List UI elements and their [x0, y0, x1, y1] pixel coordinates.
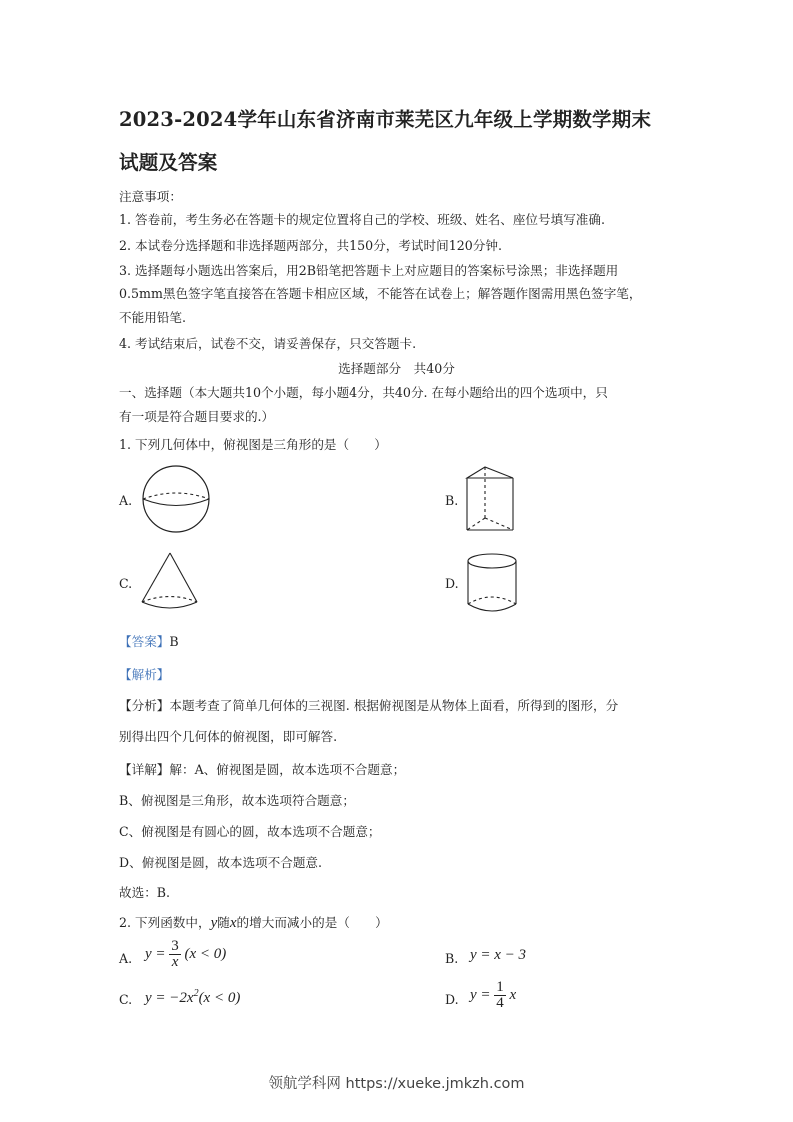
q2-stem-mid: 随: [217, 915, 230, 930]
q1-xiangjie-b: B、俯视图是三角形，故本选项符合题意；: [119, 793, 355, 808]
notice-item-4: 4. 考试结束后，试卷不交，请妥善保存，只交答题卡.: [119, 336, 417, 351]
q1-fenxi-2: 别得出四个几何体的俯视图，即可解答.: [119, 729, 338, 744]
q1-option-a-label: A.: [119, 493, 133, 508]
section-intro-2: 有一项是符合题目要求的.）: [119, 409, 275, 424]
q1-answer: [119, 631, 179, 650]
q2-c-exp: 2: [193, 988, 199, 999]
q2-stem-pre: 2. 下列函数中，: [119, 915, 211, 930]
xiangjie-tag: 【详解】: [119, 762, 170, 777]
q2-c-lhs: y = −2x: [145, 990, 194, 1006]
q1-xiangjie-d: D、俯视图是圆，故本选项不合题意.: [119, 855, 323, 870]
q2-option-a-label: A.: [119, 951, 133, 966]
cone-figure: [140, 552, 200, 612]
q2-c-cond: (x < 0): [198, 990, 241, 1006]
notice-item-3: 3. 选择题每小题选出答案后，用2B铅笔把答题卡上对应题目的答案标号涂黑；非选择题用: [119, 263, 619, 278]
q2-option-b-label: B.: [445, 951, 459, 966]
section-intro-1: 一、选择题（本大题共10个小题，每小题4分，共40分. 在每小题给出的四个选项中，只: [119, 385, 608, 400]
q2-d-lhs: y =: [470, 986, 491, 1003]
section-title: 选择题部分 共40分: [338, 361, 455, 376]
cylinder-figure: [466, 552, 518, 614]
q2-option-d-formula: [470, 980, 516, 1011]
sphere-figure: [140, 468, 212, 530]
fenxi-text: 本题考查了简单几何体的三视图. 根据俯视图是从物体上面看，所得到的图形，分: [169, 698, 619, 713]
q1-option-c-label: C.: [119, 576, 133, 591]
q1-conclusion: 故选：B.: [119, 885, 171, 900]
notice-item-1: 1. 答卷前，考生务必在答题卡的规定位置将自己的学校、班级、姓名、座位号填写准确.: [119, 212, 605, 227]
q2-a-num: 3: [171, 938, 179, 954]
q2-option-a-formula: [145, 939, 226, 970]
fenxi-tag: 【分析】: [119, 698, 170, 713]
analysis-tag: 【解析】: [119, 667, 170, 682]
q2-a-cond: (x < 0): [184, 945, 227, 962]
notice-item-3-cont: 0.5mm黑色签字笔直接答在答题卡相应区域，不能答在试卷上；解答题作图需用黑色签字笔，: [119, 286, 642, 301]
answer-tag: 【答案】: [119, 634, 170, 649]
question-2-stem: [119, 912, 388, 932]
notice-item-2: 2. 本试卷分选择题和非选择题两部分，共150分，考试时间120分钟.: [119, 238, 502, 253]
q2-option-c-formula: [145, 988, 240, 1007]
exam-title-line1: 2023-2024学年山东省济南市莱芜区九年级上学期数学期末: [119, 108, 652, 131]
q2-option-c-label: C.: [119, 992, 133, 1007]
q1-option-d-label: D.: [445, 576, 459, 591]
answer-value: B: [169, 634, 179, 649]
q2-stem-x: x: [229, 915, 237, 931]
q2-d-rhs: x: [509, 986, 517, 1003]
q2-stem-post: 的增大而减小的是（ ）: [236, 915, 388, 930]
q2-stem-y: y: [210, 915, 218, 931]
question-1-stem: 1. 下列几何体中，俯视图是三角形的是（ ）: [119, 437, 387, 452]
q2-option-d-label: D.: [445, 992, 459, 1007]
q1-fenxi-1: [119, 695, 618, 714]
footer-watermark: 领航学科网 https://xueke.jmkzh.com: [268, 1076, 525, 1092]
exam-title-line2: 试题及答案: [119, 151, 218, 174]
q2-a-fraction: [169, 939, 181, 970]
triangular-prism-figure: [466, 466, 516, 532]
q2-d-den: 4: [496, 995, 504, 1011]
q1-option-b-label: B.: [445, 493, 459, 508]
notice-heading: 注意事项：: [119, 189, 182, 204]
xiangjie-text: 解：A、俯视图是圆，故本选项不合题意；: [169, 762, 406, 777]
q1-xiangjie-c: C、俯视图是有圆心的圆，故本选项不合题意；: [119, 824, 381, 839]
notice-item-3-cont2: 不能用铅笔.: [119, 310, 186, 325]
q2-option-b-formula: y = x − 3: [470, 947, 527, 963]
q2-a-lhs: y =: [145, 945, 166, 962]
q2-d-fraction: [494, 980, 506, 1011]
q2-d-num: 1: [496, 979, 504, 995]
q2-a-den: x: [171, 954, 179, 970]
q1-xiangjie-1: [119, 759, 405, 778]
